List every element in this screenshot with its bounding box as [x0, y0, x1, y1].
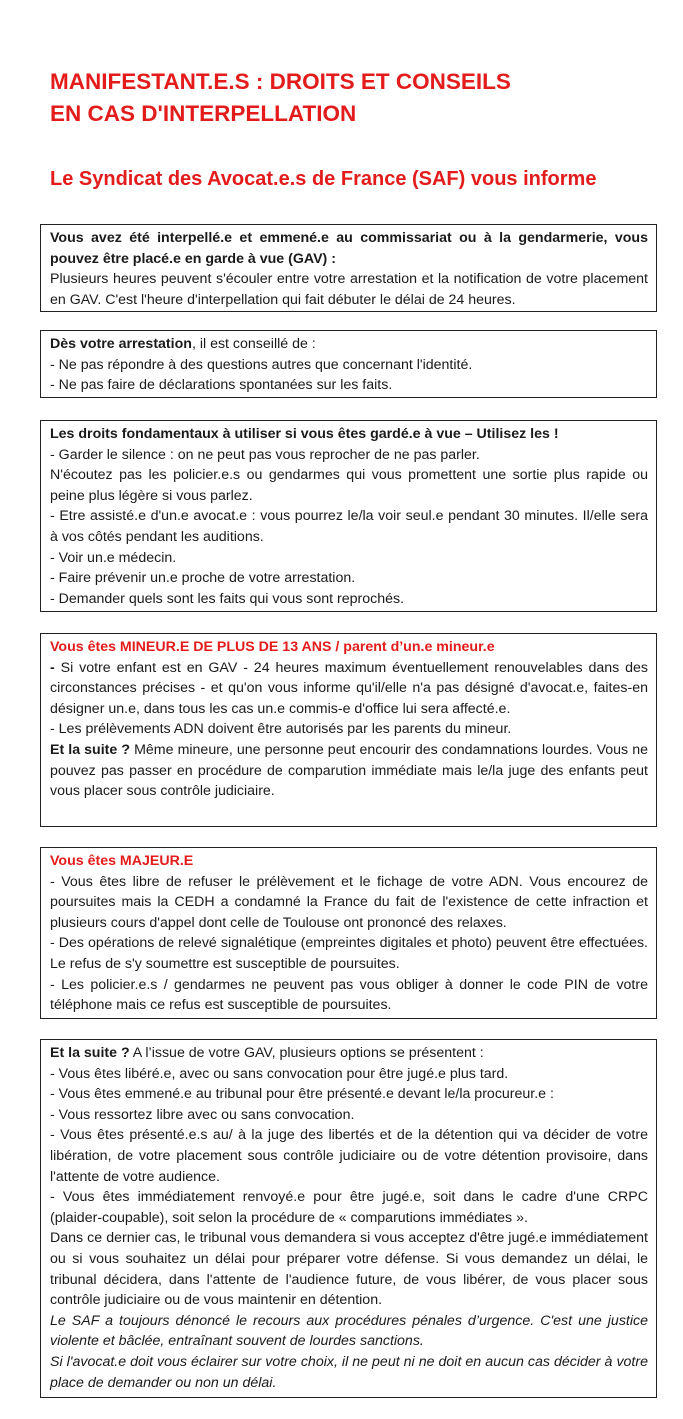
box-text: Plusieurs heures peuvent s'écouler entre votre arrestation et la notification de votre placement en GAV. C'est l'heure d'interpellation qui fait débuter le délai de 24 heures. [50, 271, 648, 308]
list-item: - Les prélèvements ADN doivent être autorisés par les parents du mineur. [50, 721, 512, 738]
box-heading-bold: Dès votre arrestation [50, 336, 192, 352]
list-item: - Vous ressortez libre avec ou sans convocation. [50, 1106, 355, 1123]
box-heading [50, 334, 648, 355]
italic-note: Le SAF a toujours dénoncé le recours aux procédures pénales d’urgence. C'est une justice violente et bâclée, entraînant souvent de lourdes sanctions. [50, 1312, 648, 1350]
list-item: - Vous êtes présenté.e.s au/ à la juge des libertés et de la détention qui va décider de votre libération, de votre placement sous contrôle judiciaire ou de votre détention provisoire, dans l'attente de votre audience. [50, 1127, 648, 1185]
box-heading: Vous êtes MINEUR.E DE PLUS DE 13 ANS / parent d’un.e mineur.e [50, 639, 495, 655]
list-item [50, 658, 648, 720]
italic-note: Si l'avocat.e doit vous éclairer sur votre choix, il ne peut ni ne doit en aucun cas décider à votre place de demander ou non un délai. [50, 1353, 648, 1391]
info-box-arrestation [40, 330, 657, 398]
page-title [50, 66, 650, 130]
item-text: Si votre enfant est en GAV - 24 heures maximum éventuellement renouvelables dans des circonstances précises - et qu'on vous informe qu'il/elle n'a pas désigné d'avocat.e, faites-en désigner un.e, dans tous les cas un.e commis-e d'office lui sera affecté.e. [50, 659, 648, 717]
suite-paragraph [50, 740, 648, 802]
title-line-1: MANIFESTANT.E.S : DROITS ET CONSEILS [50, 69, 511, 94]
list-item: - Vous êtes libre de refuser le prélèvement et le fichage de votre ADN. Vous encourez de poursuites mais la CEDH a condamné la France du fait de l'existence de cette infraction et plusieurs cours d'appel dont celle de Toulouse ont prononcé des relaxes. [50, 873, 648, 931]
info-box-droits [40, 420, 657, 612]
box-heading: Les droits fondamentaux à utiliser si vous êtes gardé.e à vue – Utilisez les ! [50, 426, 559, 442]
info-box-suite [40, 1039, 657, 1398]
suite-text: A l’issue de votre GAV, plusieurs options se présentent : [129, 1045, 484, 1061]
box-heading-rest: , il est conseillé de : [191, 336, 316, 352]
list-item: Dans ce dernier cas, le tribunal vous demandera si vous acceptez d'être jugé.e immédiatement ou si vous souhaitez un délai pour préparer votre défense. Si vous demandez un délai, le tribunal décidera, dans l'attente de l'audience future, de vous libérer, de vous placer sous contrôle judiciaire ou de vous maintenir en détention. [50, 1230, 648, 1309]
list-item: - Les policier.e.s / gendarmes ne peuvent pas vous obliger à donner le code PIN de votre téléphone mais ce refus est susceptible de poursuites. [50, 976, 648, 1014]
list-item: - Garder le silence : on ne peut pas vous reprocher de ne pas parler. [50, 446, 480, 463]
box-heading: Vous êtes MAJEUR.E [50, 853, 194, 869]
suite-label: Et la suite ? [50, 1045, 130, 1061]
list-item: - Demander quels sont les faits qui vous sont reprochés. [50, 590, 405, 607]
page-subtitle: Le Syndicat des Avocat.e.s de France (SAF) vous informe [50, 168, 597, 190]
list-item: - Ne pas répondre à des questions autres que concernant l'identité. [50, 356, 473, 373]
box-heading: Vous avez été interpellé.e et emmené.e au commissariat ou à la gendarmerie, vous pouvez être placé.e en garde à vue (GAV) : [50, 230, 648, 267]
list-item: - Des opérations de relevé signalétique (empreintes digitales et photo) peuvent être effectuées. Le refus de s'y soumettre est susceptible de poursuites. [50, 935, 648, 972]
info-box-gav [40, 224, 657, 312]
suite-label: Et la suite ? [50, 741, 131, 758]
suite-paragraph [50, 1043, 648, 1064]
list-item: - Etre assisté.e d'un.e avocat.e : vous pourrez le/la voir seul.e pendant 30 minutes. Il/elle sera à vos côtés pendant les auditions. [50, 508, 648, 545]
list-item: - Vous êtes emmené.e au tribunal pour être présenté.e devant le/la procureur.e : [50, 1086, 554, 1103]
dash: - [50, 659, 55, 676]
list-item: - Voir un.e médecin. [50, 549, 177, 566]
list-item: - Vous êtes libéré.e, avec ou sans convocation pour être jugé.e plus tard. [50, 1065, 509, 1082]
list-item: N'écoutez pas les policier.e.s ou gendarmes qui vous promettent une sortie plus rapide ou peine plus légère si vous parlez. [50, 467, 648, 504]
title-line-2: EN CAS D'INTERPELLATION [50, 101, 357, 126]
list-item: - Vous êtes immédiatement renvoyé.e pour être jugé.e, soit dans le cadre d'une CRPC (plaider-coupable), soit selon la procédure de « comparutions immédiates ». [50, 1189, 648, 1226]
list-item: - Ne pas faire de déclarations spontanées sur les faits. [50, 377, 393, 394]
info-box-majeur [40, 847, 657, 1019]
list-item: - Faire prévenir un.e proche de votre arrestation. [50, 570, 356, 587]
suite-text: Même mineure, une personne peut encourir des condamnations lourdes. Vous ne pouvez pas passer en procédure de comparution immédiate mais le/la juge des enfants peut vous placer sous contrôle judiciaire. [50, 741, 648, 800]
info-box-mineur [40, 633, 657, 827]
